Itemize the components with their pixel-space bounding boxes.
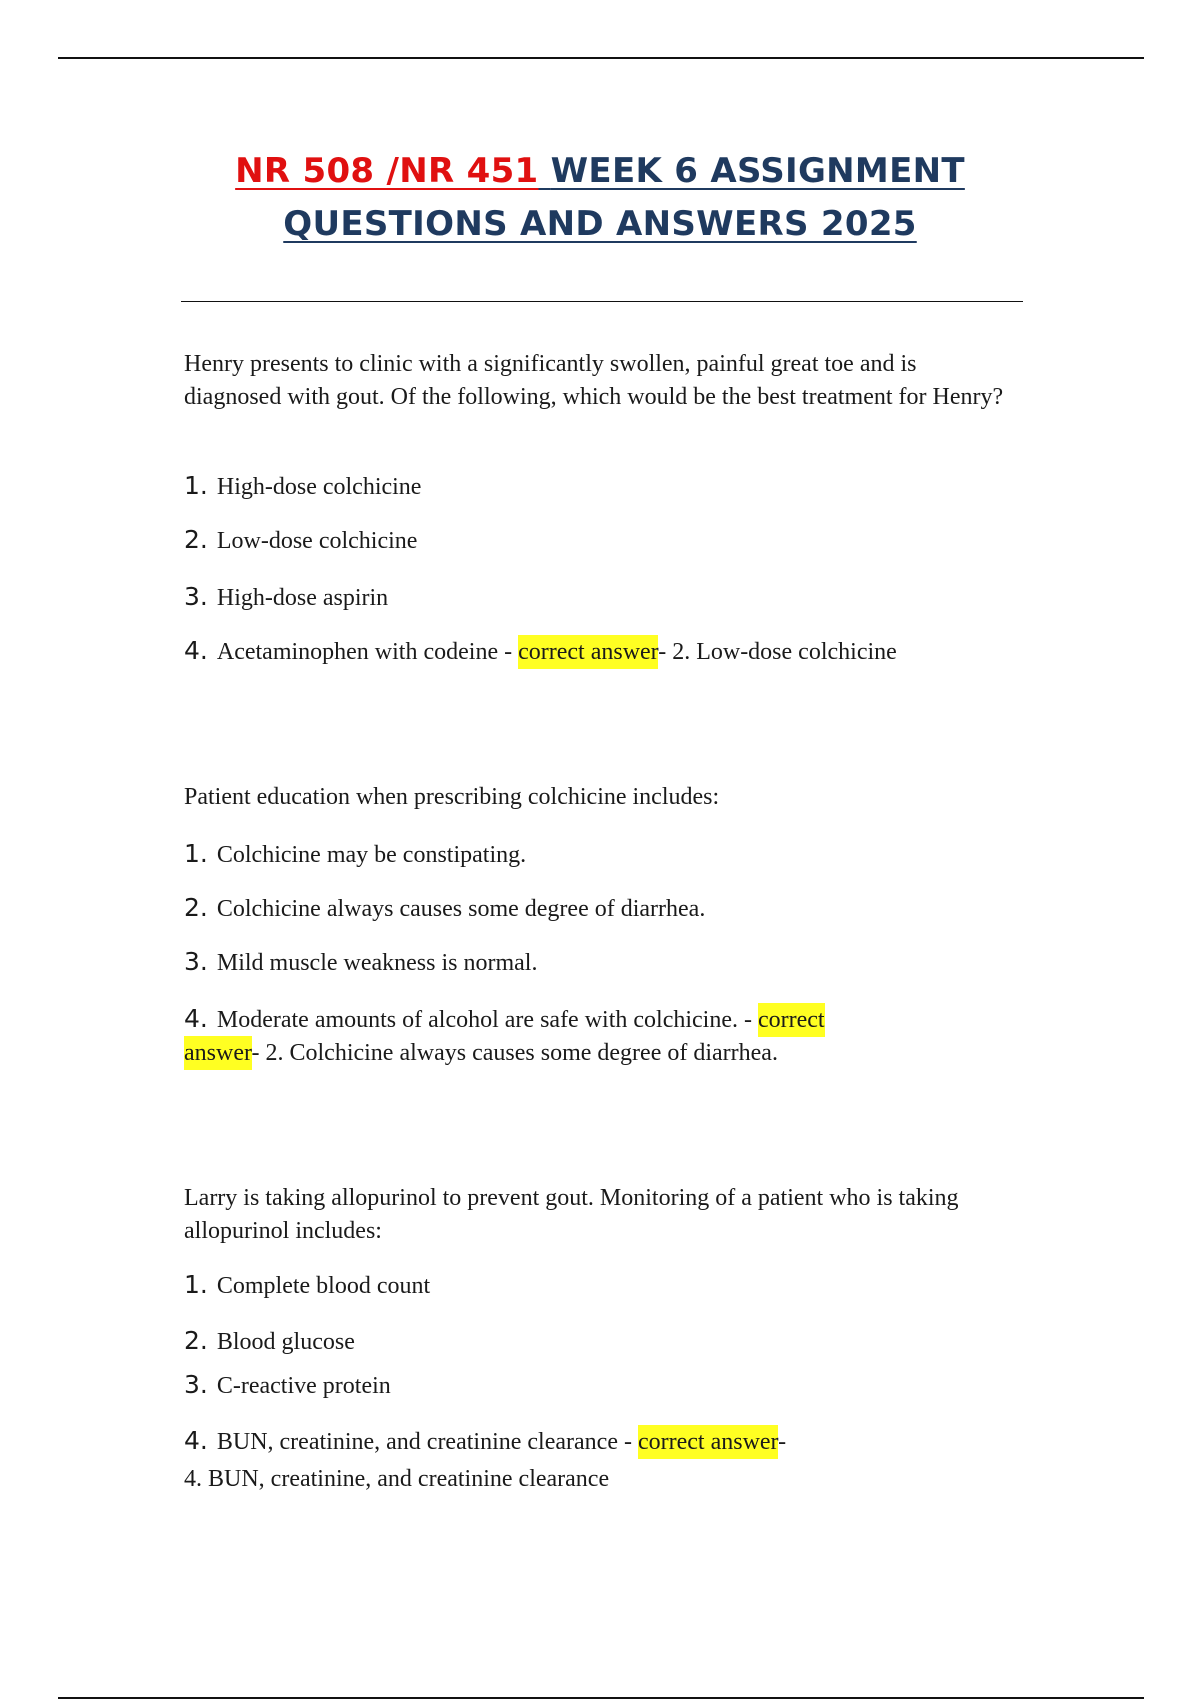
answer-text: - 2. Low-dose colchicine — [658, 639, 897, 665]
correct-answer-highlight: correct answer — [518, 635, 658, 669]
question-2-option-4: 4. Moderate amounts of alcohol are safe with colchicine. - correct — [184, 1002, 1014, 1037]
question-1-option-3: 3. High-dose aspirin — [184, 582, 389, 611]
page-title-line-2 — [0, 198, 1200, 250]
question-3-option-1: 1. Complete blood count — [184, 1270, 431, 1299]
question-3-option-2: 2. Blood glucose — [184, 1326, 355, 1355]
question-2-option-2: 2. Colchicine always causes some degree of diarrhea. — [184, 893, 706, 922]
question-3-option-4: 4. BUN, creatinine, and creatinine clearance - correct answer- — [184, 1424, 1014, 1459]
question-3-answer-line: 4. BUN, creatinine, and creatinine clearance — [184, 1466, 610, 1492]
answer-text: - 2. Colchicine always causes some degree of diarrhea. — [251, 1040, 778, 1066]
question-1-option-2: 2. Low-dose colchicine — [184, 525, 418, 554]
course-code: NR 508 /NR 451 — [235, 151, 539, 191]
question-2-option-1: 1. Colchicine may be constipating. — [184, 839, 527, 868]
top-divider — [58, 57, 1144, 59]
question-2-stem: Patient education when prescribing colchicine includes: — [184, 784, 720, 810]
question-1-option-4: 4. Acetaminophen with codeine - correct answer- 2. Low-dose colchicine — [184, 634, 1014, 669]
title-text-1: WEEK 6 ASSIGNMENT — [550, 151, 965, 191]
page-title-line-1 — [0, 145, 1200, 197]
question-1-stem: Henry presents to clinic with a significantly swollen, painful great toe and is diagnosed with gout. Of the following, which would be the best treatment for Henry? — [184, 351, 1004, 410]
question-3-option-3: 3. C-reactive protein — [184, 1370, 391, 1399]
question-2-option-3: 3. Mild muscle weakness is normal. — [184, 947, 538, 976]
question-2-answer-line — [184, 1036, 1014, 1070]
correct-answer-highlight: answer — [184, 1036, 252, 1070]
title-divider — [181, 301, 1023, 302]
correct-answer-highlight: correct answer — [638, 1425, 778, 1459]
question-1-option-1: 1. High-dose colchicine — [184, 471, 422, 500]
title-text-2: QUESTIONS AND ANSWERS 2025 — [283, 204, 917, 244]
correct-answer-highlight: correct — [758, 1003, 825, 1037]
question-3-stem: Larry is taking allopurinol to prevent gout. Monitoring of a patient who is taking allopurinol includes: — [184, 1185, 959, 1244]
bottom-divider — [58, 1697, 1144, 1699]
